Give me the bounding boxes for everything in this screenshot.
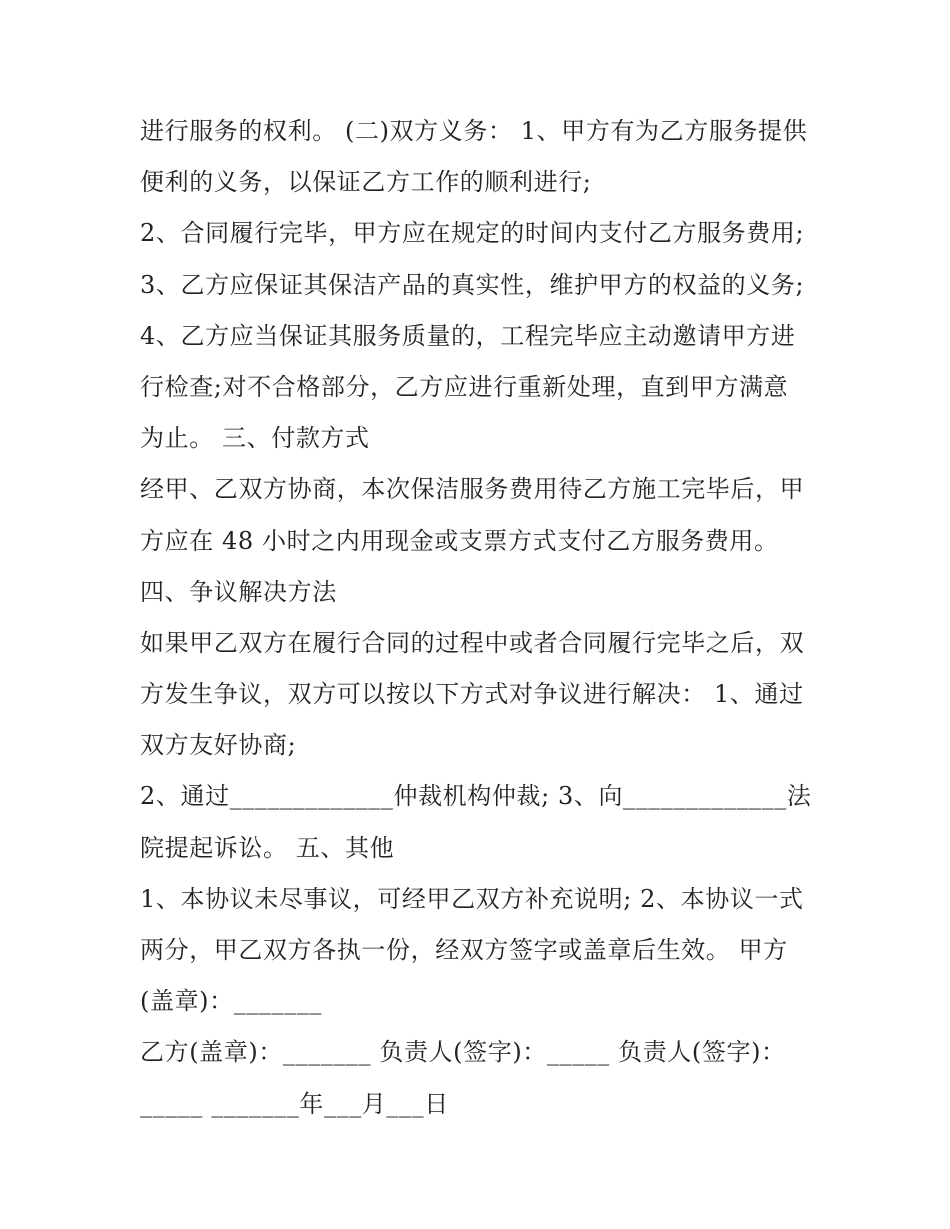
text-line: 经甲、乙双方协商，本次保洁服务费用待乙方施工完毕后，甲 — [140, 475, 805, 504]
text-line: 3、乙方应保证其保洁产品的真实性，维护甲方的权益的义务; — [140, 270, 805, 299]
text-line: 进行服务的权利。 (二)双方义务： 1、甲方有为乙方服务提供 — [140, 117, 808, 145]
text-line: 4、乙方应当保证其服务质量的，工程完毕应主动邀请甲方进 — [140, 321, 796, 350]
contract-body — [140, 106, 830, 1130]
signature-line: (盖章)：_______ — [140, 987, 322, 1016]
text-line: 2、通过_____________仲裁机构仲裁; 3、向_____________法 — [140, 782, 812, 811]
text-line: 为止。 三、付款方式 — [140, 424, 370, 453]
signature-line: 乙方(盖章)：_______ 负责人(签字)：_____ 负责人(签字)： — [140, 1038, 786, 1067]
text-line: 如果甲乙双方在履行合同的过程中或者合同履行完毕之后，双 — [140, 628, 805, 657]
text-line: 双方友好协商; — [140, 731, 297, 760]
text-line: 院提起诉讼。 五、其他 — [140, 833, 395, 862]
text-line: 方应在 48 小时之内用现金或支票方式支付乙方服务费用。 — [140, 526, 779, 555]
date-line: _____ _______年___月___日 — [140, 1089, 449, 1118]
text-line: 行检查;对不合格部分，乙方应进行重新处理，直到甲方满意 — [140, 372, 789, 401]
text-line: 2、合同履行完毕，甲方应在规定的时间内支付乙方服务费用; — [140, 219, 805, 248]
section-heading: 四、争议解决方法 — [140, 577, 337, 606]
text-line: 便利的义务，以保证乙方工作的顺利进行; — [140, 168, 592, 197]
text-line: 方发生争议，双方可以按以下方式对争议进行解决： 1、通过 — [140, 680, 804, 709]
text-line: 两分，甲乙双方各执一份，经双方签字或盖章后生效。 甲方 — [140, 936, 788, 964]
text-line: 1、本协议未尽事议，可经甲乙双方补充说明; 2、本协议一式 — [140, 884, 804, 913]
